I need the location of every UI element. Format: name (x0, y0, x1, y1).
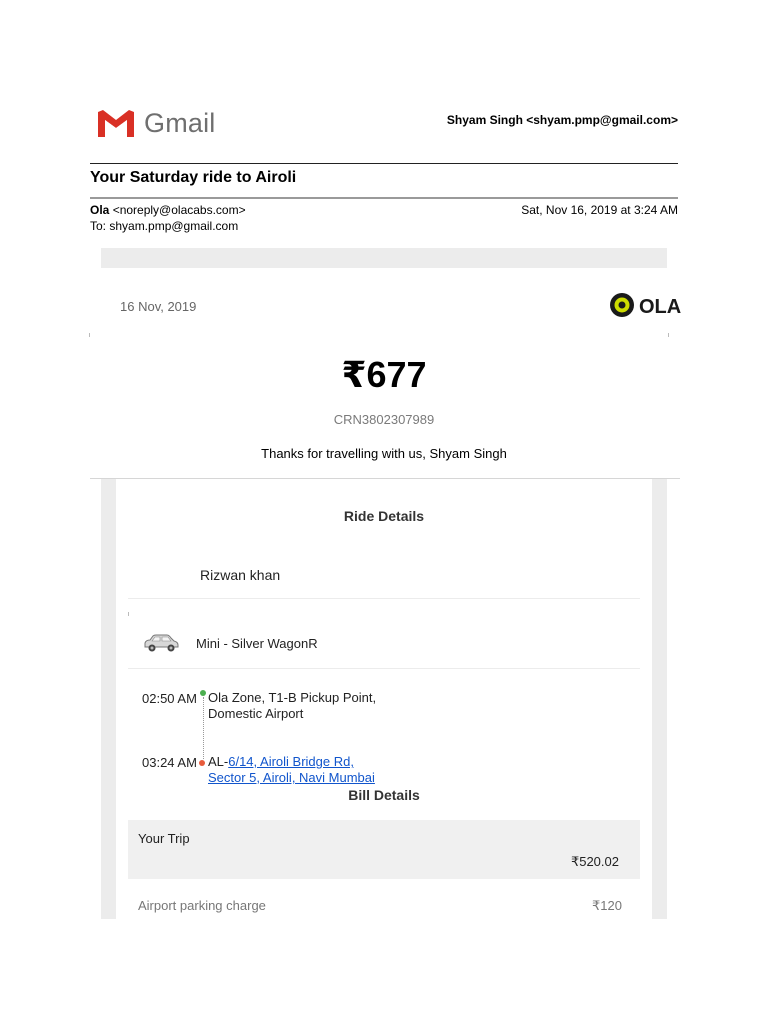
decor-tick (89, 333, 90, 337)
drop-address-link[interactable]: Sector 5, Airoli, Navi Mumbai (208, 770, 375, 785)
gmail-wordmark: Gmail (144, 107, 216, 138)
email-to: To: shyam.pmp@gmail.com (90, 219, 239, 233)
pickup-address-line1: Ola Zone, T1-B Pickup Point, (208, 690, 377, 705)
header-divider (90, 163, 678, 164)
ola-wordmark: OLA (639, 296, 682, 318)
crn-number: CRN3802307989 (333, 412, 435, 427)
ride-details-title: Ride Details (343, 508, 425, 524)
thanks-message: Thanks for travelling with us, Shyam Singh (261, 446, 507, 461)
subject-divider (90, 197, 678, 199)
decor-tick (128, 612, 129, 616)
car-icon (142, 632, 180, 654)
driver-name: Rizwan khan (200, 567, 281, 583)
pickup-address-line2: Domestic Airport (208, 706, 304, 721)
receipt-divider (90, 478, 680, 479)
drop-time: 03:24 AM (142, 755, 197, 770)
section-divider (128, 598, 640, 599)
bill-row-trip (128, 820, 640, 879)
car-type: Mini - Silver WagonR (196, 636, 318, 651)
route-line (203, 697, 204, 759)
sender-name: Ola (90, 203, 110, 217)
bill-item-amount: ₹120 (592, 898, 622, 913)
account-name: Shyam Singh <shyam.pmp@gmail.com> (446, 113, 678, 127)
ola-logo (609, 290, 683, 320)
drop-marker-icon (199, 760, 205, 766)
bill-item-amount: ₹520.02 (570, 854, 619, 869)
fare-amount: ₹677 (341, 354, 427, 395)
ola-logo-icon (609, 290, 683, 320)
drop-address (208, 754, 375, 786)
bill-details-title: Bill Details (348, 787, 420, 803)
section-divider (128, 668, 640, 669)
email-subject: Your Saturday ride to Airoli (90, 169, 297, 186)
bill-item-label: Your Trip (138, 831, 190, 846)
bill-item-label: Airport parking charge (138, 898, 266, 913)
email-from (90, 203, 246, 217)
drop-address-prefix: AL- (208, 754, 229, 769)
drop-address-link[interactable]: 6/14, Airoli Bridge Rd, (228, 754, 354, 769)
pickup-marker-icon (200, 690, 206, 696)
decor-tick (668, 333, 669, 337)
gmail-m-icon (96, 108, 136, 138)
receipt-left-border (101, 479, 116, 919)
receipt-top-band (101, 248, 667, 268)
ride-date: 16 Nov, 2019 (120, 299, 197, 314)
sender-email: <noreply@olacabs.com> (112, 203, 246, 217)
email-date: Sat, Nov 16, 2019 at 3:24 AM (521, 203, 678, 217)
receipt-right-border (652, 479, 667, 919)
pickup-time: 02:50 AM (142, 691, 197, 706)
pickup-address (208, 690, 376, 722)
gmail-logo (96, 106, 216, 140)
